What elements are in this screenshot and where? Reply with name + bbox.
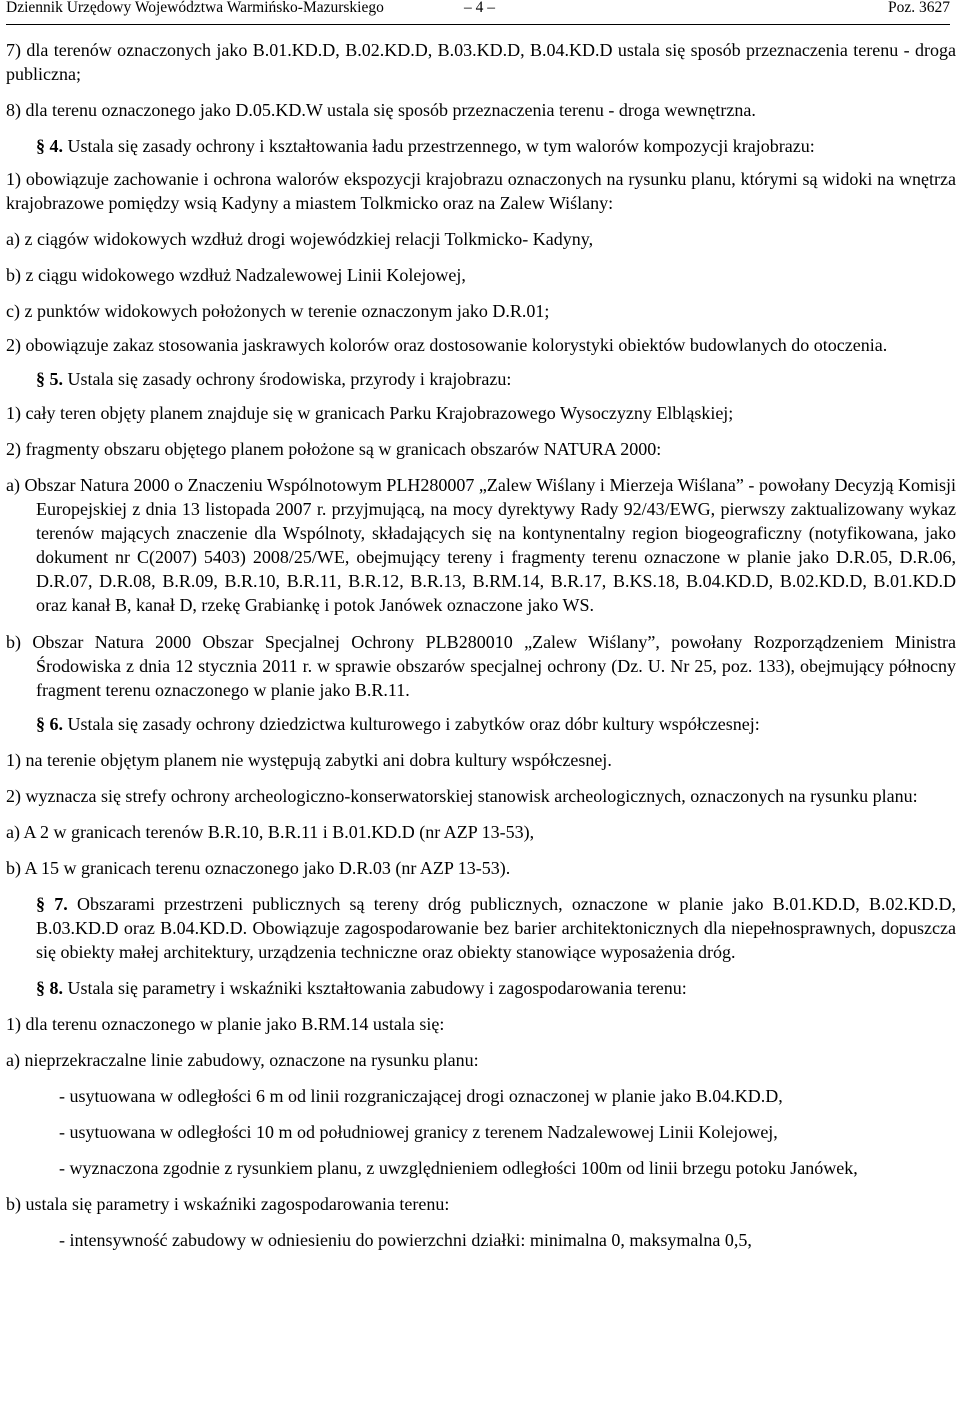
building-line-1: - usytuowana w odległości 6 m od linii rozgraniczającej drogi oznaczonej w planie jako B.04.KD.D, [59,1086,783,1106]
section-4-item-1: 1) obowiązuje zachowanie i ochrona walorów ekspozycji krajobrazu oznaczonych na rysunku planu, którymi są widoki na wnętrza krajobrazowe pomiędzy wsią Kadyny a miastem Tolkmicko oraz na Zalew Wiślany: [6,169,956,213]
section-7-heading [6,892,956,964]
journal-title: Dziennik Urzędowy Województwa Warmińsko-Mazurskiego [6,0,384,16]
section-text: Ustala się zasady ochrony dziedzictwa kulturowego i zabytków oraz dóbr kultury współczesnej: [67,714,760,734]
building-line-2: - usytuowana w odległości 10 m od południowej granicy z terenem Nadzalewowej Linii Kolejowej, [59,1122,778,1142]
item-7-roads-public: 7) dla terenów oznaczonych jako B.01.KD.D, B.02.KD.D, B.03.KD.D, B.04.KD.D ustala się sposób przeznaczenia terenu - droga publiczna; [6,40,956,84]
section-6-item-2a: a) A 2 w granicach terenów B.R.10, B.R.11 i B.01.KD.D (nr AZP 13-53), [6,822,535,842]
position-number: Poz. 3627 [888,0,950,16]
section-8-heading [6,976,956,1000]
item-label: a) [6,475,20,495]
item-text: Obszar Natura 2000 Obszar Specjalnej Ochrony PLB280010 „Zalew Wiślany”, powołany Rozporządzeniem Ministra Środowiska z dnia 12 stycznia 2011 r. w sprawie obszarów specjalnej ochrony (Dz. U. Nr 25, poz. 133), obejmujący północny fragment terenu oznaczonego w planie jako B.R.11. [32,632,956,700]
section-number: § 7. [36,894,68,914]
section-5-item-2a [6,473,956,617]
section-4-item-1b: b) z ciągu widokowego wzdłuż Nadzalewowej Linii Kolejowej, [6,265,466,285]
section-4-item-1c: c) z punktów widokowych położonych w terenie oznaczonym jako D.R.01; [6,301,550,321]
section-5-item-2b [6,630,956,702]
item-8-road-internal: 8) dla terenu oznaczonego jako D.05.KD.W ustala się sposób przeznaczenia terenu - droga wewnętrzna. [6,100,756,120]
page-number: – 4 – [464,0,495,16]
intensity-parameter: - intensywność zabudowy w odniesieniu do powierzchni działki: minimalna 0, maksymalna 0,5, [59,1230,752,1250]
section-4-item-2: 2) obowiązuje zakaz stosowania jaskrawych kolorów oraz dostosowanie kolorystyki obiektów budowlanych do otoczenia. [6,335,888,355]
building-line-3: - wyznaczona zgodnie z rysunkiem planu, z uwzględnieniem odległości 100m od linii brzegu potoku Janówek, [59,1158,858,1178]
section-8-item-1b: b) ustala się parametry i wskaźniki zagospodarowania terenu: [6,1194,450,1214]
section-5-item-2: 2) fragmenty obszaru objętego planem położone są w granicach obszarów NATURA 2000: [6,439,662,459]
section-6-heading [6,712,956,736]
section-5-item-1: 1) cały teren objęty planem znajduje się w granicach Parku Krajobrazowego Wysoczyzny Elbląskiej; [6,403,734,423]
page-header [6,0,950,25]
section-text: Ustala się parametry i wskaźniki kształtowania zabudowy i zagospodarowania terenu: [67,978,687,998]
section-number: § 4. [36,136,63,156]
section-5-heading [6,367,956,391]
item-text: Obszar Natura 2000 o Znaczeniu Wspólnotowym PLH280007 „Zalew Wiślany i Mierzeja Wiślana” - powołany Decyzją Komisji Europejskiej z dnia 13 listopada 2007 r. przyjmującą, na mocy dyrektywy Rady 92/43/EWG, pierwszy zaktualizowany wykaz terenów mających znaczenie dla Wspólnoty, składających się na kontynentalny region biogeograficzny (notyfikowana, jako dokument nr C(2007) 5403) 2008/25/WE, obejmujący tereny i fragmenty terenu oznaczone w planie jako D.R.05, D.R.06, D.R.07, D.R.08, B.R.09, B.R.10, B.R.11, B.R.12, B.R.13, B.RM.14, B.R.17, B.KS.18, B.04.KD.D, B.02.KD.D, B.01.KD.D oraz kanał B, kanał D, rzekę Grabiankę i potok Janówek oznaczone jako WS. [24,475,956,615]
section-number: § 8. [36,978,63,998]
section-6-item-1: 1) na terenie objętym planem nie występują zabytki ani dobra kultury współczesnej. [6,750,612,770]
section-text: Obszarami przestrzeni publicznych są tereny dróg publicznych, oznaczone w planie jako B.01.KD.D, B.02.KD.D, B.03.KD.D oraz B.04.KD.D. Obowiązuje zagospodarowanie bez barier architektonicznych dla niepełnosprawnych, dopuszcza się obiekty małej architektury, urządzenia techniczne oraz obiekty stanowiące wyposażenia dróg. [36,894,956,962]
item-label: b) [6,632,21,652]
section-4-item-1a: a) z ciągów widokowych wzdłuż drogi wojewódzkiej relacji Tolkmicko- Kadyny, [6,229,594,249]
section-text: Ustala się zasady ochrony i kształtowania ładu przestrzennego, w tym walorów kompozycji krajobrazu: [67,136,815,156]
section-8-item-1a: a) nieprzekraczalne linie zabudowy, oznaczone na rysunku planu: [6,1050,479,1070]
section-number: § 6. [36,714,63,734]
section-text: Ustala się zasady ochrony środowiska, przyrody i krajobrazu: [67,369,512,389]
document-body [6,38,956,1252]
section-8-item-1: 1) dla terenu oznaczonego w planie jako B.RM.14 ustala się: [6,1014,445,1034]
section-4-heading [6,134,956,158]
section-6-item-2b: b) A 15 w granicach terenu oznaczonego jako D.R.03 (nr AZP 13-53). [6,858,511,878]
section-6-item-2: 2) wyznacza się strefy ochrony archeologiczno-konserwatorskiej stanowisk archeologicznych, oznaczonych na rysunku planu: [6,786,918,806]
section-number: § 5. [36,369,63,389]
